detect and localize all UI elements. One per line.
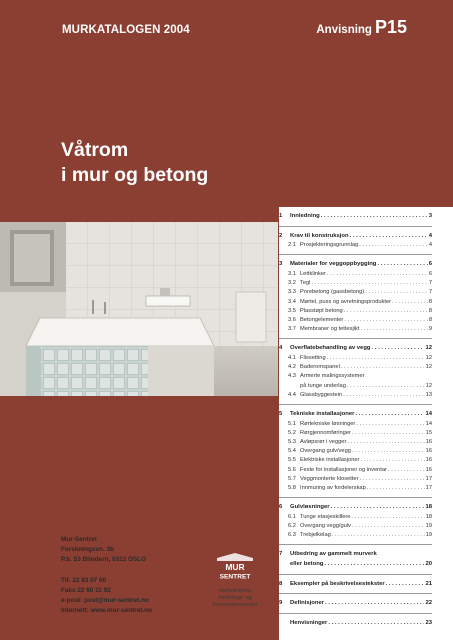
toc-entry-number: 5.7 <box>288 475 296 482</box>
toc-entry-label: Eksempler på beskrivelsestekster <box>290 580 385 587</box>
mur-sentret-logo-mark <box>215 552 255 582</box>
toc-section <box>279 207 432 227</box>
logo-caption-line1: murbransjens <box>218 588 252 594</box>
toc-entry-page: 17 <box>425 475 432 482</box>
toc-entry-label: Flissetting <box>300 355 326 361</box>
toc-section-entry[interactable] <box>279 212 432 222</box>
toc-entry-number: 4.3 <box>288 373 296 380</box>
toc-dot-leader <box>324 560 424 570</box>
toc-entry-page: 3 <box>428 213 432 219</box>
toc-entry-page: 17 <box>425 485 432 492</box>
toc-entry-number: 3.1 <box>288 270 296 277</box>
toc-dot-leader <box>331 503 425 513</box>
toc-entry-page: 9 <box>428 326 432 333</box>
toc-section-entry[interactable] <box>279 344 432 354</box>
toc-entry-number: 4.1 <box>288 355 296 361</box>
toc-subsection-entry[interactable] <box>279 447 432 456</box>
contact-postbox: P.b. 53 Blindern, 0313 OSLO <box>61 556 147 563</box>
table-of-contents <box>279 207 432 632</box>
toc-entry-page: 14 <box>425 420 432 427</box>
toc-entry-number: 3.6 <box>288 317 296 323</box>
toc-entry-page: 6 <box>428 261 432 268</box>
toc-dot-leader <box>386 580 425 590</box>
contact-web[interactable]: Internett: www.mur-sentret.no <box>61 607 153 614</box>
toc-subsection-entry[interactable] <box>279 279 432 288</box>
toc-entry-number: 9 <box>279 600 283 607</box>
toc-section-entry[interactable] <box>279 232 432 242</box>
toc-entry-label: Betongelementer <box>300 317 344 323</box>
toc-subsection-entry[interactable] <box>279 391 432 400</box>
mur-sentret-logo <box>204 552 266 608</box>
toc-entry-label: Definisjoner <box>290 600 325 607</box>
toc-entry-page: 21 <box>425 580 432 587</box>
toc-entry-label: Trebjelkelag <box>300 532 331 539</box>
toc-entry-page: 19 <box>425 523 432 530</box>
toc-dot-leader <box>352 522 425 531</box>
toc-entry-number: 3 <box>279 261 283 268</box>
toc-dot-leader <box>388 466 425 475</box>
toc-dot-leader <box>332 531 425 540</box>
toc-section <box>279 498 432 545</box>
toc-entry-page: 13 <box>425 391 432 398</box>
toc-section <box>279 255 432 339</box>
contact-street: Forskningsvn. 3b <box>61 546 114 553</box>
toc-section <box>279 339 432 405</box>
logo-mark-line2: SENTRET <box>219 573 251 581</box>
toc-subsection-entry[interactable] <box>279 438 432 447</box>
toc-entry-label: Materialer for veggoppbygging <box>290 261 377 268</box>
toc-entry-page: 4 <box>428 232 432 239</box>
toc-dot-leader <box>343 391 425 400</box>
toc-subsection-entry[interactable] <box>279 241 432 250</box>
toc-entry-number: 2.1 <box>288 242 296 249</box>
toc-entry-page: 16 <box>425 457 432 464</box>
toc-section-entry[interactable] <box>279 619 432 629</box>
toc-dot-leader <box>325 599 424 609</box>
toc-subsection-entry[interactable] <box>279 270 432 279</box>
toc-dot-leader <box>367 484 425 493</box>
toc-subsection-entry[interactable] <box>279 288 432 297</box>
bathroom-illustration <box>0 222 278 396</box>
instruction-label <box>316 17 407 38</box>
toc-dot-leader <box>360 475 425 484</box>
toc-entry-page: 12 <box>425 364 432 371</box>
logo-caption-line3: informasjonskontor <box>212 601 258 608</box>
toc-entry-number: 5.1 <box>288 420 296 427</box>
toc-section <box>279 594 432 614</box>
toc-entry-number: 6.2 <box>288 523 296 530</box>
toc-subsection-entry[interactable] <box>279 372 432 381</box>
toc-entry-number: 4.2 <box>288 364 296 371</box>
logo-mark-line1: MUR <box>225 562 245 572</box>
toc-entry-label: Overgang gulv/vegg <box>300 448 351 455</box>
toc-entry-label: Innmuring av fordelerskap <box>300 485 366 492</box>
toc-entry-number: 7 <box>279 551 283 558</box>
toc-entry-number: 5.4 <box>288 448 296 455</box>
toc-entry-number: 3.3 <box>288 289 296 296</box>
toc-entry-page: 16 <box>425 448 432 455</box>
toc-entry-number: 4 <box>279 345 283 352</box>
toc-entry-label: Elektriske installasjoner <box>300 457 360 464</box>
toc-dot-leader <box>360 456 424 465</box>
toc-entry-page: 4 <box>428 242 432 249</box>
catalog-label: MURKATALOGEN 2004 <box>62 24 190 36</box>
toc-entry-label: Mørtel, puss og avretningsprodukter <box>300 298 392 305</box>
toc-entry-label: Avløpsrør i vegger <box>300 439 347 446</box>
toc-subsection-entry[interactable] <box>279 522 432 531</box>
contact-org: Mur-Sentret <box>61 536 97 543</box>
toc-subsection-entry[interactable] <box>279 513 432 522</box>
toc-dot-leader <box>327 270 428 279</box>
toc-entry-label: Tekniske installasjoner <box>290 411 355 418</box>
toc-dot-leader <box>350 232 428 242</box>
toc-subsection-entry[interactable] <box>279 475 432 484</box>
toc-entry-page: 8 <box>428 298 432 305</box>
toc-subsection-entry[interactable] <box>279 429 432 438</box>
toc-dot-leader <box>351 513 424 522</box>
toc-subsection-entry[interactable] <box>279 484 432 493</box>
contact-phone: Tlf. 22 93 07 60 <box>61 577 107 584</box>
toc-dot-leader <box>311 279 427 288</box>
toc-dot-leader <box>359 241 428 250</box>
toc-entry-label: Veggmonterte klosetter <box>300 475 359 482</box>
toc-entry-page: 7 <box>428 280 432 287</box>
toc-subsection-entry[interactable] <box>279 325 432 334</box>
toc-subsection-entry[interactable] <box>279 307 432 316</box>
toc-entry-page: 12 <box>425 345 432 352</box>
toc-dot-leader <box>377 260 427 270</box>
toc-dot-leader <box>327 354 425 363</box>
toc-entry-page: 14 <box>425 411 432 418</box>
toc-entry-number: 2 <box>279 232 283 239</box>
toc-entry-number: 5.3 <box>288 439 296 446</box>
toc-entry-continuation[interactable] <box>279 382 432 391</box>
toc-entry-label: Overflatebehandling av vegg <box>290 345 371 352</box>
toc-entry-number: 3.2 <box>288 280 296 287</box>
toc-entry-page: 20 <box>425 561 432 568</box>
toc-section <box>279 227 432 256</box>
toc-entry-page: 7 <box>428 289 432 296</box>
toc-dot-leader <box>347 382 425 391</box>
toc-entry-label: Rørgjennomføringer <box>300 429 351 436</box>
toc-entry-page: 12 <box>425 355 432 361</box>
toc-entry-label: eller betong <box>290 561 324 568</box>
toc-entry-label: Armerte malingssystemer <box>300 373 365 380</box>
toc-entry-label: Lettklinker <box>300 270 326 277</box>
toc-dot-leader <box>321 212 428 222</box>
toc-entry-label: Plasstøpt betong <box>300 307 343 314</box>
toc-entry-page: 8 <box>428 307 432 314</box>
toc-entry-page: 16 <box>425 439 432 446</box>
toc-entry-page: 23 <box>425 619 432 626</box>
toc-subsection-entry[interactable] <box>279 363 432 372</box>
contact-fax: Faks 22 60 11 92 <box>61 587 111 594</box>
toc-entry-page: 15 <box>425 429 432 436</box>
toc-section-entry[interactable] <box>279 503 432 513</box>
toc-entry-label: Porebetong (gassbetong) <box>300 289 365 296</box>
title-line-1: Våtrom <box>61 139 129 161</box>
toc-dot-leader <box>352 447 425 456</box>
toc-subsection-entry[interactable] <box>279 420 432 429</box>
toc-subsection-entry[interactable] <box>279 354 432 363</box>
toc-entry-label: på tunge underlag <box>300 382 346 389</box>
toc-dot-leader <box>392 298 428 307</box>
toc-dot-leader <box>352 429 425 438</box>
toc-entry-label: Feste for installasjoner og inventar <box>300 466 387 473</box>
toc-entry-label: Henvisninger <box>290 619 328 626</box>
toc-dot-leader <box>328 619 424 629</box>
toc-entry-page: 18 <box>425 513 432 520</box>
toc-entry-number: 5.8 <box>288 485 296 492</box>
contact-block <box>61 535 152 616</box>
toc-dot-leader <box>344 316 428 325</box>
toc-entry-page: 22 <box>425 600 432 607</box>
toc-entry-number: 8 <box>279 580 283 587</box>
toc-section-entry[interactable] <box>279 410 432 420</box>
toc-entry-number: 5.5 <box>288 457 296 464</box>
toc-entry-number: 6.3 <box>288 532 296 539</box>
toc-entry-label: Gulvløsninger <box>290 504 330 511</box>
toc-section-entry[interactable] <box>279 260 432 270</box>
title-line-2: i mur og betong <box>61 164 209 186</box>
instruction-code: P15 <box>374 17 407 37</box>
toc-section-entry[interactable] <box>279 580 432 590</box>
toc-entry-label: Krav til konstruksjon <box>290 232 349 239</box>
toc-subsection-entry[interactable] <box>279 298 432 307</box>
toc-entry-label: Utbedring av gammelt murverk <box>290 551 377 558</box>
toc-entry-page: 19 <box>425 532 432 539</box>
toc-entry-page: 6 <box>428 270 432 277</box>
bathroom-photo <box>0 222 278 396</box>
toc-entry-page: 12 <box>425 382 432 389</box>
toc-entry-label: Membraner og tettesjikt <box>300 326 360 333</box>
toc-entry-page: 8 <box>428 317 432 323</box>
instruction-word: Anvisning <box>316 24 372 36</box>
toc-entry-label: Tegl <box>300 280 311 287</box>
toc-entry-number: 4.4 <box>288 391 296 398</box>
toc-dot-leader <box>344 307 428 316</box>
toc-subsection-entry[interactable] <box>279 531 432 540</box>
toc-entry-number: 3.4 <box>288 298 296 305</box>
toc-subsection-entry[interactable] <box>279 316 432 325</box>
toc-entry-number: 3.7 <box>288 326 296 333</box>
toc-entry-number: 3.5 <box>288 307 296 314</box>
toc-section-entry[interactable] <box>279 550 432 560</box>
toc-entry-label: Baderomspanel <box>300 364 340 371</box>
toc-entry-number: 1 <box>279 213 283 219</box>
toc-dot-leader <box>355 410 424 420</box>
toc-entry-number: 5.2 <box>288 429 296 436</box>
toc-entry-continuation[interactable] <box>279 560 432 570</box>
toc-entry-label: Glassbyggestein <box>300 391 343 398</box>
toc-section <box>279 545 432 574</box>
toc-dot-leader <box>365 288 428 297</box>
toc-dot-leader <box>356 420 424 429</box>
toc-dot-leader <box>372 344 425 354</box>
toc-entry-label: Tunge etasjeskillere <box>300 513 351 520</box>
toc-entry-label: Prosjekteringsgrunnlag <box>300 242 359 249</box>
toc-entry-label: Rørtekniske løsninger <box>300 420 356 427</box>
toc-subsection-entry[interactable] <box>279 466 432 475</box>
page-title <box>61 138 208 188</box>
toc-entry-number: 5 <box>279 411 283 418</box>
logo-caption <box>204 588 266 608</box>
toc-dot-leader <box>360 325 427 334</box>
toc-subsection-entry[interactable] <box>279 456 432 465</box>
toc-entry-label: Overgang vegg/gulv <box>300 523 351 530</box>
toc-dot-leader <box>347 438 424 447</box>
toc-section-entry[interactable] <box>279 599 432 609</box>
toc-section <box>279 575 432 595</box>
toc-entry-number: 5.6 <box>288 466 296 473</box>
toc-entry-number: 6 <box>279 504 283 511</box>
toc-entry-page: 18 <box>425 504 432 511</box>
logo-caption-line2: forsknings- og <box>218 594 252 601</box>
toc-section <box>279 614 432 633</box>
toc-dot-leader <box>341 363 425 372</box>
toc-entry-page: 16 <box>425 466 432 473</box>
toc-entry-number: 6.1 <box>288 513 296 520</box>
contact-email[interactable]: e-post: post@mur-sentret.no <box>61 597 149 604</box>
toc-section <box>279 405 432 498</box>
toc-entry-label: Innledning <box>290 213 320 219</box>
